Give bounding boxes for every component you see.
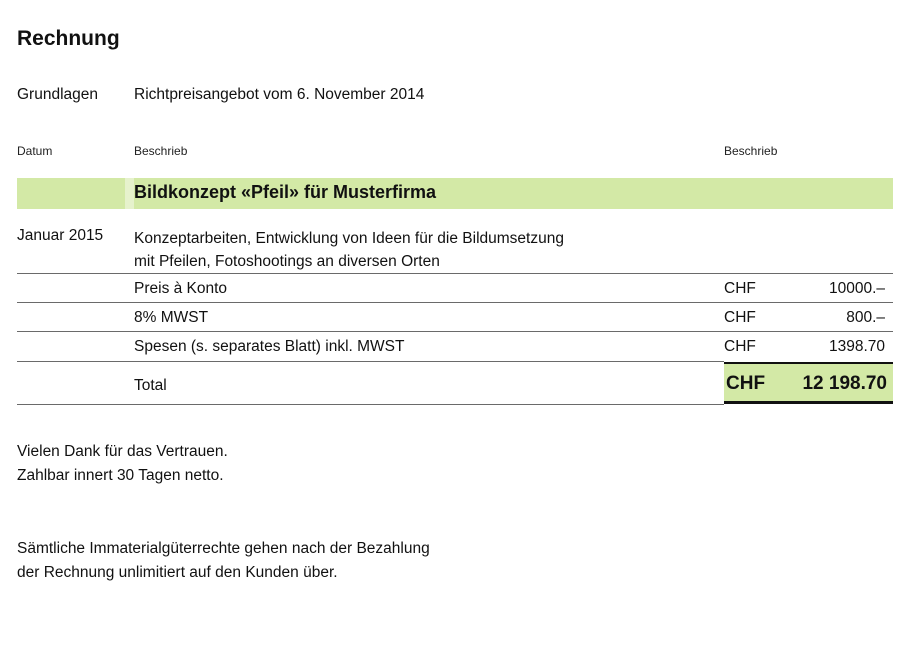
row-divider	[17, 273, 893, 274]
total-amount-box	[724, 362, 893, 404]
rights-line: Sämtliche Immaterialgüterrechte gehen nach der Bezahlung	[17, 540, 430, 557]
line-item-row	[134, 333, 893, 362]
column-header-amount: Beschrieb	[724, 144, 778, 158]
line-item-row	[134, 304, 893, 333]
total-label: Total	[134, 377, 167, 394]
line-item-label: 8% MWST	[134, 309, 209, 326]
row-divider	[17, 331, 893, 332]
payment-terms-line: Zahlbar innert 30 Tagen netto.	[17, 467, 224, 484]
line-item-row	[134, 275, 893, 304]
table-bottom-rule	[17, 404, 724, 405]
entry-description-line: Konzeptarbeiten, Entwicklung von Ideen für die Bildumsetzung	[134, 230, 564, 247]
total-amount: 12 198.70	[802, 373, 887, 394]
column-header-date: Datum	[17, 144, 53, 158]
basis-value: Richtpreisangebot vom 6. November 2014	[134, 86, 425, 103]
column-header-description: Beschrieb	[134, 144, 188, 158]
entry-description-line: mit Pfeilen, Fotoshootings an diversen Orten	[134, 253, 440, 270]
basis-label: Grundlagen	[17, 86, 99, 103]
rights-line: der Rechnung unlimitiert auf den Kunden über.	[17, 564, 338, 581]
row-divider	[17, 361, 724, 362]
project-band-gap	[125, 178, 134, 209]
total-currency: CHF	[726, 373, 766, 394]
line-item-amount: 1398.70	[828, 338, 885, 355]
project-title: Bildkonzept «Pfeil» für Musterfirma	[134, 182, 437, 202]
entry-description	[134, 227, 694, 273]
line-item-currency: CHF	[724, 309, 756, 326]
line-item-amount: 10000.–	[828, 280, 885, 297]
line-item-currency: CHF	[724, 280, 756, 297]
invoice-title: Rechnung	[17, 27, 120, 50]
rights-note	[17, 537, 430, 585]
line-item-amount: 800.–	[846, 309, 885, 326]
line-item-label: Preis à Konto	[134, 280, 228, 297]
row-divider	[17, 302, 893, 303]
line-item-label: Spesen (s. separates Blatt) inkl. MWST	[134, 338, 405, 355]
line-item-currency: CHF	[724, 338, 756, 355]
thanks-line: Vielen Dank für das Vertrauen.	[17, 443, 228, 460]
thanks-note	[17, 440, 228, 488]
entry-date: Januar 2015	[17, 227, 104, 244]
